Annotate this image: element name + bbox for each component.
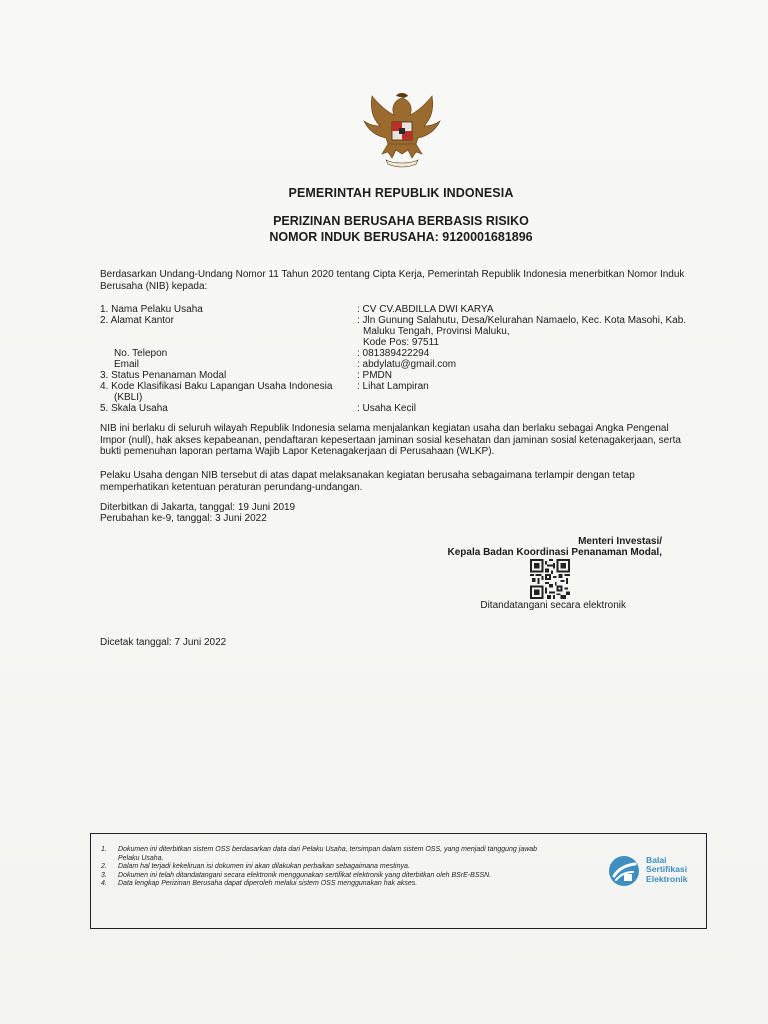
revision-date: Perubahan ke-9, tanggal: 3 Juni 2022 [100,513,267,524]
footnote-text: Data lengkap Perizinan Berusaha dapat diperoleh melalui sistem OSS menggunakan hak akses. [118,880,418,888]
email-value: : abdylatu@gmail.com [357,359,457,370]
footnote-text: Dokumen ini diterbitkan sistem OSS berdasarkan data dari Pelaku Usaha, tersimpan dalam sistem OSS, yang menjadi tanggung jawab [118,846,538,853]
footnote-number: 4. [101,880,107,888]
footnote-number: 2. [101,863,107,871]
validity-paragraph [100,423,705,458]
kbli-label: 4. Kode Klasifikasi Baku Lapangan Usaha Indonesia [100,381,333,392]
document-title: PERIZINAN BERUSAHA BERBASIS RISIKO [273,214,529,228]
alamat-value-line2: Maluku Tengah, Provinsi Maluku, [363,326,510,337]
bsre-label [646,856,708,884]
intro-line: Berusaha (NIB) kepada: [100,280,208,292]
footnote-text: Dalam hal terjadi kekeliruan isi dokumen ini akan dilakukan perbaikan sebagaimana mestinya. [118,863,410,871]
footnote-number: 1. [101,846,107,853]
kbli-value: : Lihat Lampiran [357,381,429,392]
skala-value: : Usaha Kecil [357,403,416,414]
status-value: : PMDN [357,370,392,381]
bsre-logo-icon [607,854,641,888]
paragraph-line: Pelaku Usaha dengan NIB tersebut di atas dapat melaksanakan kegiatan berusaha sebagaimana terlampir dengan tetap [100,470,635,481]
status-label: 3. Status Penanaman Modal [100,370,227,381]
paragraph-line: Impor (null), hak akses kepabeanan, pendaftaran kepesertaan jaminan sosial kesehatan dan jaminan sosial ketenagakerjaan, serta [100,434,681,446]
paragraph-line: NIB ini berlaku di seluruh wilayah Republik Indonesia selama menjalankan kegiatan usaha dan berlaku sebagai Angka Pengenal [100,423,669,434]
alamat-value-line3: Kode Pos: 97511 [363,337,439,348]
signatory-office: Kepala Badan Koordinasi Penanaman Modal, [447,547,662,558]
printed-date: Dicetak tanggal: 7 Juni 2022 [100,637,227,648]
signatory-title: Menteri Investasi/ [578,536,662,547]
nama-value: : CV CV.ABDILLA DWI KARYA [357,304,494,315]
skala-label: 5. Skala Usaha [100,403,168,414]
email-label: Email [114,359,140,370]
bsre-label-line: Sertifikasi [646,864,688,875]
telepon-value: : 081389422294 [357,348,430,359]
qr-code-icon [530,559,570,599]
footnote-box [90,833,707,929]
footnote-number: 3. [101,871,107,879]
alamat-label: 2. Alamat Kantor [100,315,174,326]
nama-label: 1. Nama Pelaku Usaha [100,304,203,315]
intro-line: Berdasarkan Undang-Undang Nomor 11 Tahun 2020 tentang Cipta Kerja, Pemerintah Republik Indonesia menerbitkan Nomor Induk [100,269,685,280]
paragraph-line: memperhatikan ketentuan peraturan perundang-undangan. [100,481,363,493]
telepon-label: No. Telepon [114,348,168,359]
government-title: PEMERINTAH REPUBLIK INDONESIA [288,186,514,200]
kbli-label-cont: (KBLI) [114,392,143,403]
footnote-text-cont: Pelaku Usaha. [118,854,164,862]
electronic-signature-note: Ditandatangani secara elektronik [480,600,626,611]
bsre-label-line: Elektronik [646,873,688,884]
permission-paragraph [100,470,705,493]
bsre-label-line: Balai [646,855,667,865]
garuda-emblem-icon [358,88,446,172]
issued-date: Diterbitkan di Jakarta, tanggal: 19 Juni 2019 [100,502,296,513]
nib-number: NOMOR INDUK BERUSAHA: 9120001681896 [269,230,533,244]
alamat-value-line1: : Jln Gunung Salahutu, Desa/Kelurahan Namaelo, Kec. Kota Masohi, Kab. [357,315,687,326]
paragraph-line: bukti pemenuhan laporan pertama Wajib Lapor Ketenagakerjaan di Perusahaan (WLKP). [100,446,495,457]
footnote-text: Dokumen ini telah ditandatangani secara elektronik menggunakan sertifikat elektronik yang diterbitkan oleh BSrE-BSSN. [118,871,492,879]
intro-paragraph [100,269,700,292]
